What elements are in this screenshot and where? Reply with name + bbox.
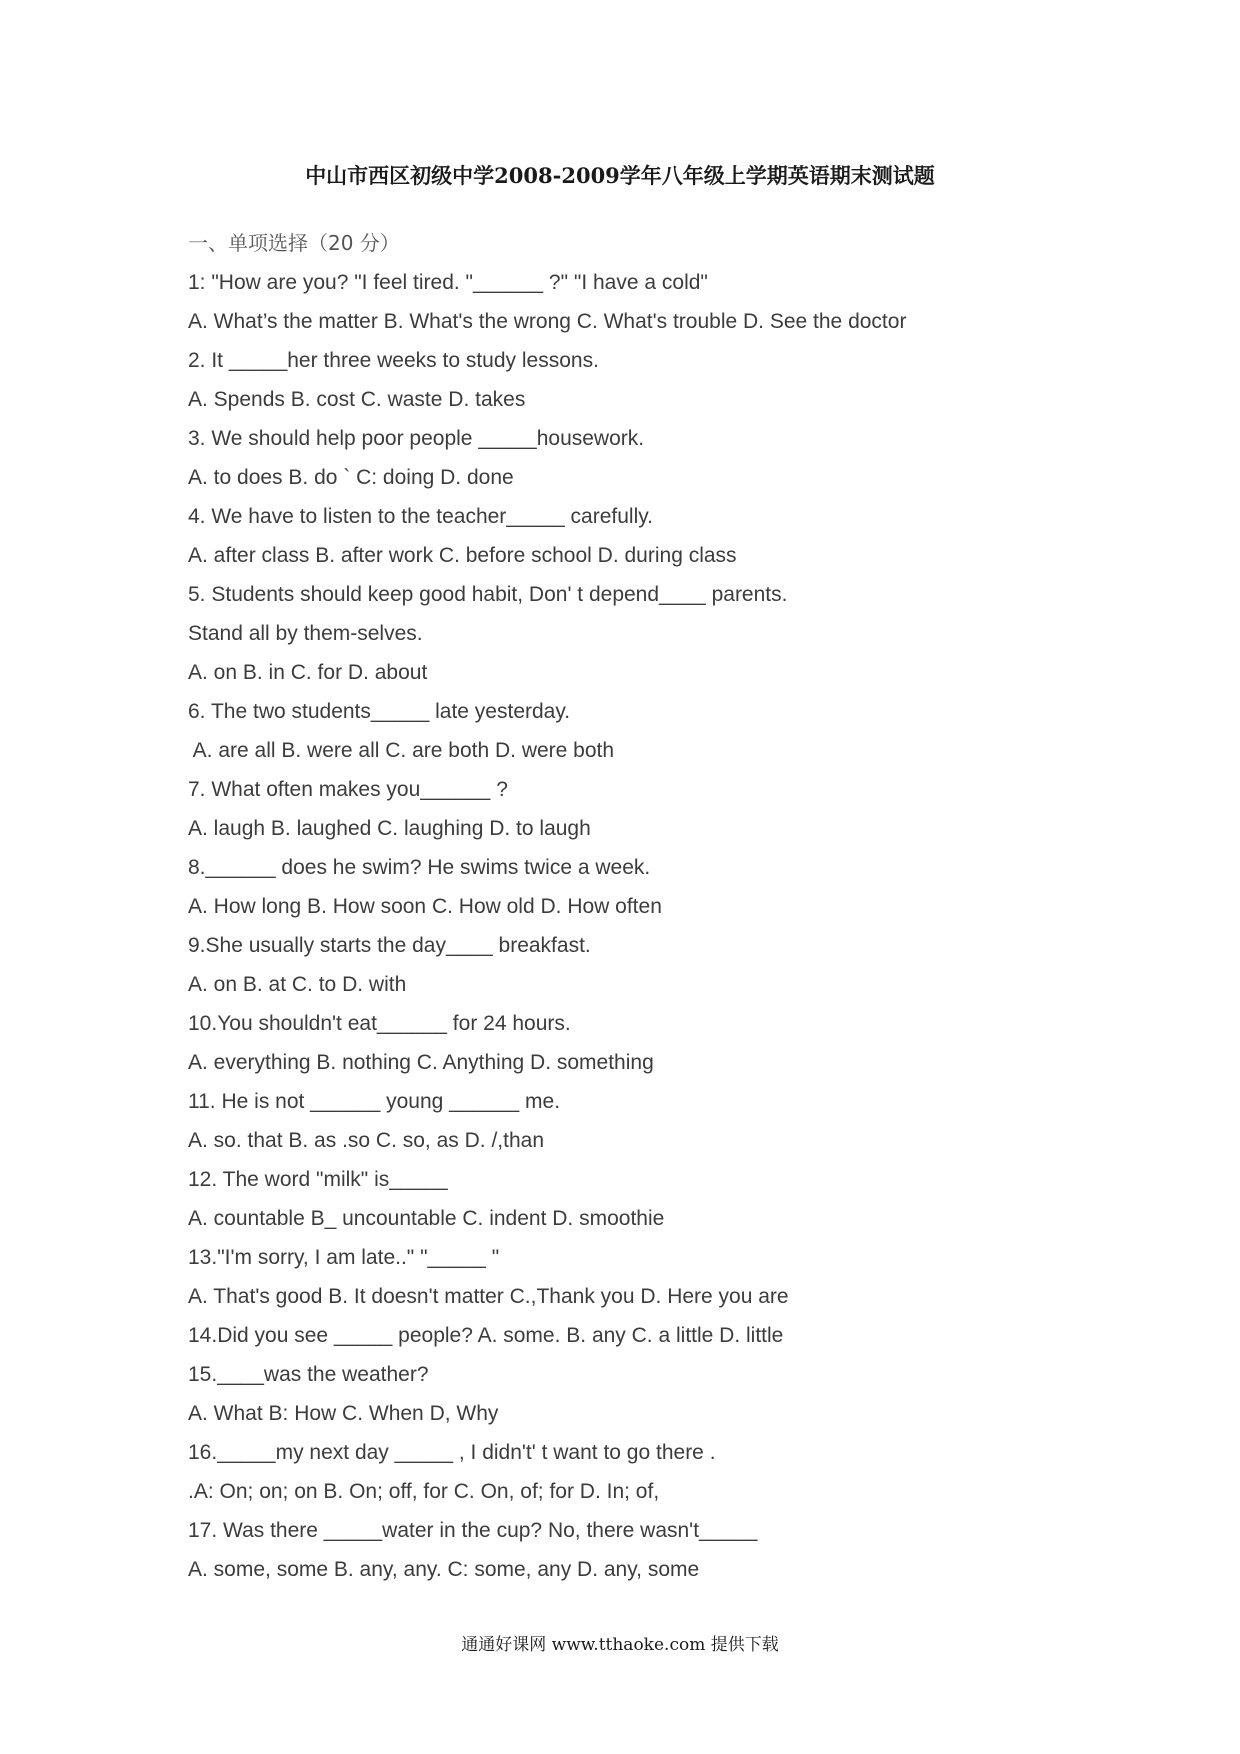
options-10: A. everything B. nothing C. Anything D. something: [188, 1051, 654, 1074]
question-16: 16._____my next day _____ , I didn't' t want to go there .: [188, 1441, 716, 1464]
question-13: 13."I'm sorry, I am late.." "_____ ": [188, 1246, 500, 1269]
options-16: .A: On; on; on B. On; off, for C. On, of; for D. In; of,: [188, 1480, 660, 1503]
question-3: 3. We should help poor people _____housework.: [188, 427, 645, 450]
question-6: 6. The two students_____ late yesterday.: [188, 700, 571, 723]
question-1: 1: "How are you? "I feel tired. "______ ?" "I have a cold": [188, 271, 708, 294]
footer-text: 通通好课网 www.tthaoke.com 提供下载: [461, 1635, 779, 1655]
options-8: A. How long B. How soon C. How old D. How often: [188, 895, 662, 918]
question-14: 14.Did you see _____ people? A. some. B. any C. a little D. little: [188, 1324, 784, 1347]
question-7: 7. What often makes you______ ?: [188, 778, 508, 801]
question-8: 8.______ does he swim? He swims twice a week.: [188, 856, 651, 879]
question-5-continued: Stand all by them-selves.: [188, 622, 423, 645]
options-15: A. What B: How C. When D, Why: [188, 1402, 499, 1425]
options-13: A. That's good B. It doesn't matter C.,Thank you D. Here you are: [188, 1285, 789, 1308]
question-11: 11. He is not ______ young ______ me.: [188, 1090, 561, 1113]
options-6: A. are all B. were all C. are both D. were both: [188, 739, 615, 762]
question-15: 15.____was the weather?: [188, 1363, 429, 1386]
options-17: A. some, some B. any, any. C: some, any D. any, some: [188, 1558, 700, 1581]
options-12: A. countable B_ uncountable C. indent D. smoothie: [188, 1207, 665, 1230]
options-3: A. to does B. do ` C: doing D. done: [188, 466, 514, 489]
options-1: A. What’s the matter B. What's the wrong C. What's trouble D. See the doctor: [188, 310, 907, 333]
section-heading: 一、单项选择（20 分）: [188, 231, 400, 255]
question-5: 5. Students should keep good habit, Don' t depend____ parents.: [188, 583, 788, 606]
document-body: [188, 224, 1168, 1589]
options-7: A. laugh B. laughed C. laughing D. to laugh: [188, 817, 591, 840]
question-10: 10.You shouldn't eat______ for 24 hours.: [188, 1012, 571, 1035]
options-2: A. Spends B. cost C. waste D. takes: [188, 388, 526, 411]
document-title: 中山市西区初级中学2008-2009学年八年级上学期英语期末测试题: [305, 163, 935, 188]
options-9: A. on B. at C. to D. with: [188, 973, 407, 996]
question-17: 17. Was there _____water in the cup? No, there wasn't_____: [188, 1519, 758, 1542]
options-4: A. after class B. after work C. before school D. during class: [188, 544, 737, 567]
options-11: A. so. that B. as .so C. so, as D. /,than: [188, 1129, 544, 1152]
options-5: A. on B. in C. for D. about: [188, 661, 428, 684]
question-4: 4. We have to listen to the teacher_____ carefully.: [188, 505, 654, 528]
question-9: 9.She usually starts the day____ breakfast.: [188, 934, 591, 957]
question-2: 2. It _____her three weeks to study lessons.: [188, 349, 599, 372]
question-12: 12. The word "milk" is_____: [188, 1168, 448, 1191]
